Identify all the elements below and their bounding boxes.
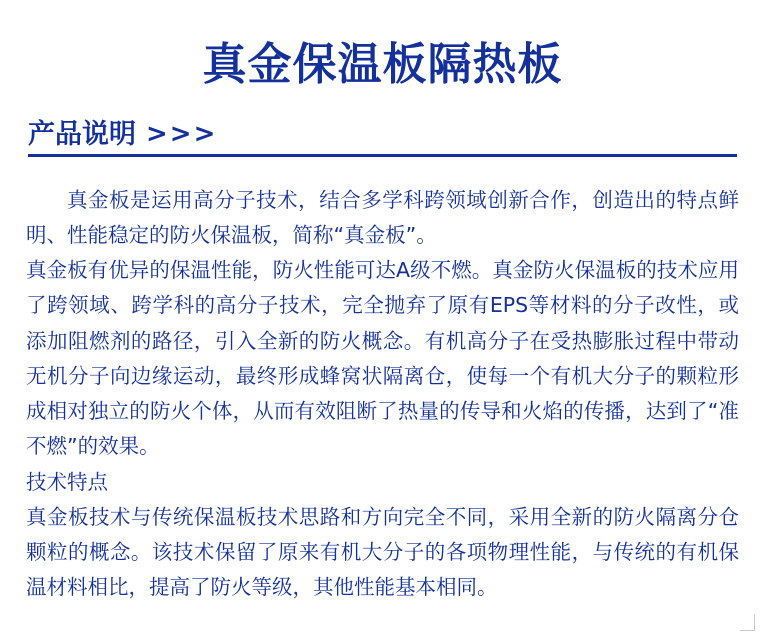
section-title: 产品说明 — [28, 118, 136, 150]
description-body — [26, 183, 739, 606]
section-header — [28, 118, 737, 157]
paragraph-4: 真金板技术与传统保温板技术思路和方向完全不同，采用全新的防火隔离分仓颗粒的概念。该技术保留了原来有机大分子的各项物理性能，与传统的有机保温材料相比，提高了防火等级，其他性能基本相同。 — [26, 504, 739, 600]
paragraph-3-heading: 技术特点 — [26, 469, 108, 494]
corner-crop-mark — [740, 614, 755, 631]
chevron-right-icon: >>> — [146, 118, 218, 149]
page-title: 真金保温板隔热板 — [202, 39, 563, 90]
paragraph-2: 真金板有优异的保温性能，防火性能可达A级不燃。真金防火保温板的技术应用了跨领域、跨学科的高分子技术，完全抛弃了原有EPS等材料的分子改性，或添加阻燃剂的路径，引入全新的防火概念。有机高分子在受热膨胀过程中带动无机分子向边缘运动，最终形成蜂窝状隔离仓，使每一个有机大分子的颗粒形成相对独立的防火个体，从而有效阻断了热量的传导和火焰的传播，达到了“准不燃”的效果。 — [26, 258, 739, 459]
paragraph-1: 真金板是运用高分子技术，结合多学科跨领域创新合作，创造出的特点鲜明、性能稳定的防火保温板，简称“真金板”。 — [26, 187, 739, 247]
